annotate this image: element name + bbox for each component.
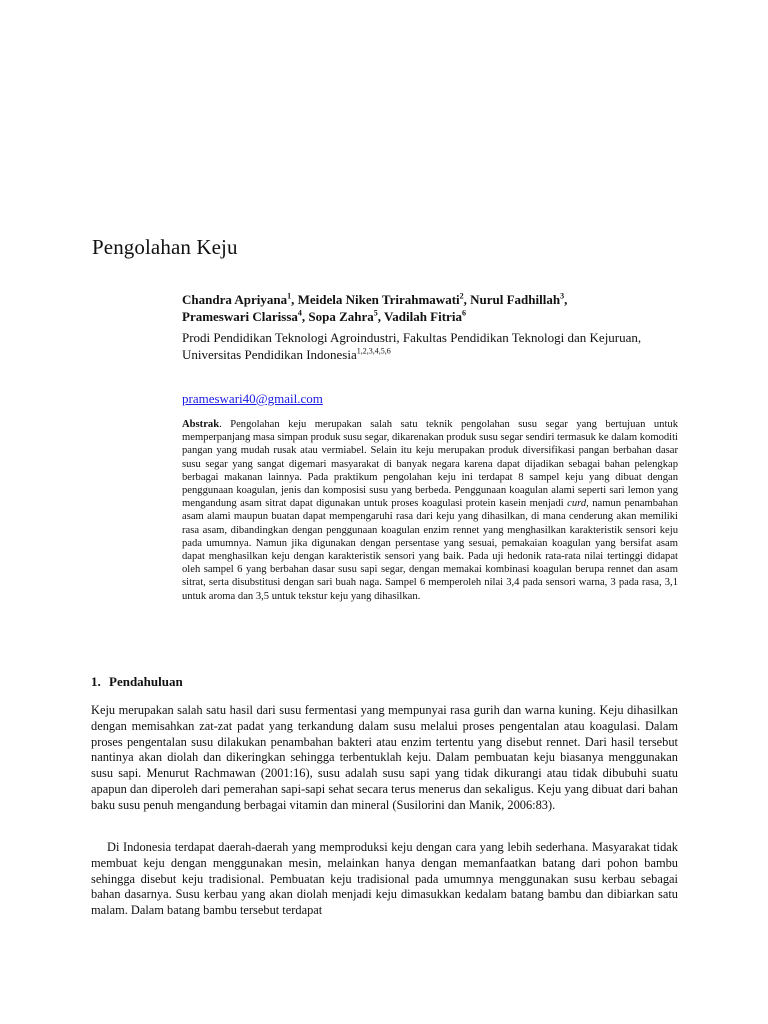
author-affiliation-mark: 6 xyxy=(461,308,466,318)
affiliation-text: Prodi Pendidikan Teknologi Agroindustri, Fakultas Pendidikan Teknologi dan Kejuruan, Universitas Pendidikan Indonesia xyxy=(182,330,642,362)
section-number: 1. xyxy=(91,674,101,689)
abstract-text-continued: namun penambahan asam alami maupun buatan dapat mempengaruhi rasa dari keju yang dihasilkan, di mana cenderung akan memiliki rasa asam, dibandingkan dengan penggunaan koagulan enzim rennet yang menghasilkan karakteristik sensori keju pada umumnya. Namun jika digunakan dengan persentase yang sesuai, pemakaian koagulan yang bersifat asam dapat menghasilkan keju dengan karakteristik sensori yang baik. Pada uji hedonik rata-rata nilai tertinggi didapat oleh sampel 6 yang berbahan dasar susu sapi segar, dengan memakai kombinasi koagulan berupa rennet dan asam sitrat, serta disubstitusi dengan sari buah naga. Sampel 6 memperoleh nilai 3,4 pada sensori warna, 3 pada rasa, 3,1 untuk aroma dan 3,5 untuk tekstur keju yang dihasilkan. xyxy=(182,498,678,602)
abstract-text: . Pengolahan keju merupakan salah satu teknik pengolahan susu segar yang bertujuan untuk memperpanjang masa simpan produk susu segar, dikarenakan produk susu segar sendiri termasuk ke dalam komoditi pangan yang mudah rusak atau vermiabel. Selain itu keju merupakan produk diversifikasi pangan berbahan dasar susu segar yang sangat digemari masyarakat di banyak negara karena dapat dijadikan sebagai bahan pelengkap berbagai makanan lainnya. Pada praktikum pengolahan keju ini terdapat 8 sampel keju yang dibuat dengan penggunaan koagulan, jenis dan komposisi susu yang berbeda. Penggunaan koagulan alami seperti sari lemon yang mengandung asam sitrat dapat digunakan untuk proses koagulasi protein kasein menjadi xyxy=(182,419,678,510)
author-affiliation-mark: 1 xyxy=(287,291,292,301)
author-affiliation-mark: 5 xyxy=(373,308,378,318)
author-affiliation-mark: 3 xyxy=(560,291,565,301)
paper-title: Pengolahan Keju xyxy=(92,235,238,259)
affiliation-marks: 1,2,3,4,5,6 xyxy=(356,346,391,356)
abstract-italic-term: curd, xyxy=(567,498,589,510)
section-title: Pendahuluan xyxy=(109,674,183,689)
email-link[interactable]: prameswari40@gmail.com xyxy=(182,391,323,406)
author-name: Nurul Fadhillah xyxy=(470,292,561,307)
author-separator: , xyxy=(291,292,298,307)
author xyxy=(308,309,384,324)
body-paragraph: Keju merupakan salah satu hasil dari susu fermentasi yang mempunyai rasa gurih dan warna kuning. Keju dihasilkan dengan memisahkan zat-zat padat yang terkandung dalam susu melalui proses pengentalan atau koagulasi. Dalam proses pengentalan susu dilakukan penambahan bakteri atau enzim tertentu yang disebut rennet. Dari hasil tersebut nantinya akan diolah dan dikeringkan sehingga terbentuklah keju. Dalam pembuatan keju biasanya menggunakan susu sapi. Menurut Rachmawan (2001:16), susu adalah susu sapi yang tidak dikurangi atau tidak dibubuhi suatu apapun dan diperoleh dari pemerahan sapi-sapi sehat secara terus menerus dan sekaligus. Keju yang dibuat dari bahan baku susu penuh mengandung berbagai vitamin dan mineral (Susilorini dan Manik, 2006:83). xyxy=(91,703,678,812)
author-separator: , xyxy=(463,292,471,307)
author xyxy=(182,292,298,307)
author-name: Vadilah Fitria xyxy=(384,309,462,324)
author xyxy=(470,292,567,307)
section-heading xyxy=(91,673,183,690)
author-separator: , xyxy=(377,309,385,324)
author-separator: , xyxy=(564,292,568,307)
abstract-label: Abstrak xyxy=(182,419,220,430)
author-name: Chandra Apriyana xyxy=(182,292,288,307)
author-name: Meidela Niken Trirahmawati xyxy=(297,292,460,307)
abstract xyxy=(182,418,678,603)
author-name: Prameswari Clarissa xyxy=(182,309,298,324)
author-list xyxy=(182,291,662,325)
author xyxy=(384,309,466,324)
author-separator: , xyxy=(301,309,309,324)
author-name: Sopa Zahra xyxy=(308,309,374,324)
body-paragraph: Di Indonesia terdapat daerah-daerah yang memproduksi keju dengan cara yang lebih sederhana. Masyarakat tidak membuat keju dengan menggunakan mesin, melainkan hanya dengan memanfaatkan batang dari pohon bambu sehingga disebut keju tradisional. Pembuatan keju tradisional pada umumnya menggunakan susu kerbau sebagai bahan dasarnya. Susu kerbau yang akan diolah menjadi keju dimasukkan kedalam batang bambu dan dibiarkan satu malam. Dalam batang bambu tersebut terdapat xyxy=(91,840,678,918)
author xyxy=(298,292,471,307)
affiliation xyxy=(182,329,662,363)
author-affiliation-mark: 2 xyxy=(459,291,464,301)
author-affiliation-mark: 4 xyxy=(297,308,302,318)
author xyxy=(182,309,308,324)
